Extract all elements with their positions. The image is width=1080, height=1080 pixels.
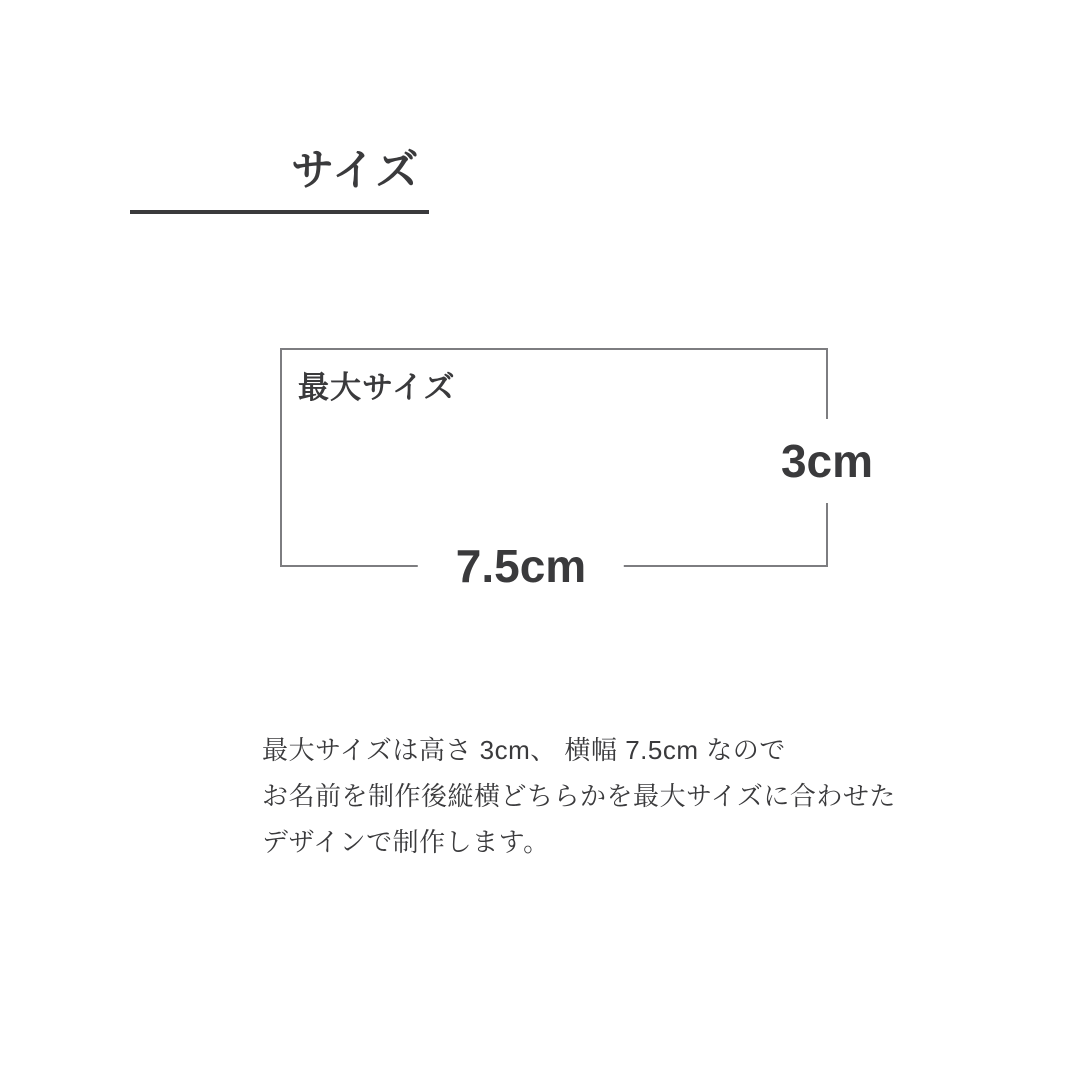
max-size-label: 最大サイズ [298,370,456,405]
height-dimension-label: 3cm [775,419,879,503]
max-size-box [280,348,828,567]
description-line-1: 最大サイズは高さ 3cm、 横幅 7.5cm なので [262,735,786,765]
width-dimension-label: 7.5cm [418,537,624,595]
description-line-3: デザインで制作します。 [262,827,550,857]
description-line-2: お名前を制作後縦横どちらかを最大サイズに合わせた [262,781,896,811]
description-paragraph [262,727,896,865]
page-title: サイズ [291,147,420,195]
title-underline [130,210,429,214]
